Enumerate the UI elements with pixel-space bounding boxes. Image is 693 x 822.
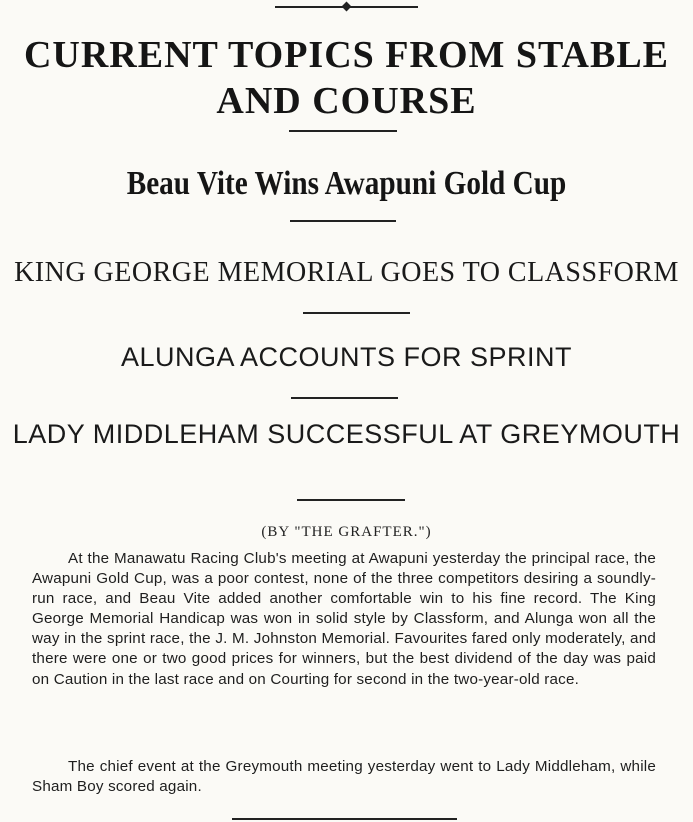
divider-2 [290,220,396,222]
byline: (BY "THE GRAFTER.") [261,524,432,540]
subheadline-king-george: KING GEORGE MEMORIAL GOES TO CLASSFORM [14,257,679,288]
main-headline: CURRENT TOPICS FROM STABLE AND COURSE [23,34,670,122]
divider-ornament-icon [342,2,352,12]
divider-5 [297,499,405,501]
subheadline-beau-vite: Beau Vite Wins Awapuni Gold Cup [126,165,567,202]
body-paragraph-2: The chief event at the Greymouth meeting yesterday went to Lady Middleham, while Sham Boy scored again. [32,758,656,796]
subheadline-lady-middleham: LADY MIDDLEHAM SUCCESSFUL AT GREYMOUTH [12,419,681,449]
body-paragraph-1: At the Manawatu Racing Club's meeting at Awapuni yesterday the principal race, the Awapuni Gold Cup, was a poor contest, none of the three competitors desiring a soundly-run race, and Beau Vite added another comfortable win to his fine record. The King George Memorial Handicap was won in solid style by Classform, and Alunga won all the way in the sprint race, the J. M. Johnston Memorial. Favourites fared only moderately, and there were one or two good prices for winners, but the best dividend of the day was paid on Caution in the last race and on Courting for second in the two-year-old race. [32,550,656,688]
divider-4 [291,397,398,399]
divider-1 [289,130,397,132]
bottom-divider [232,818,457,820]
divider-3 [303,312,410,314]
subheadline-alunga: ALUNGA ACCOUNTS FOR SPRINT [120,342,573,372]
